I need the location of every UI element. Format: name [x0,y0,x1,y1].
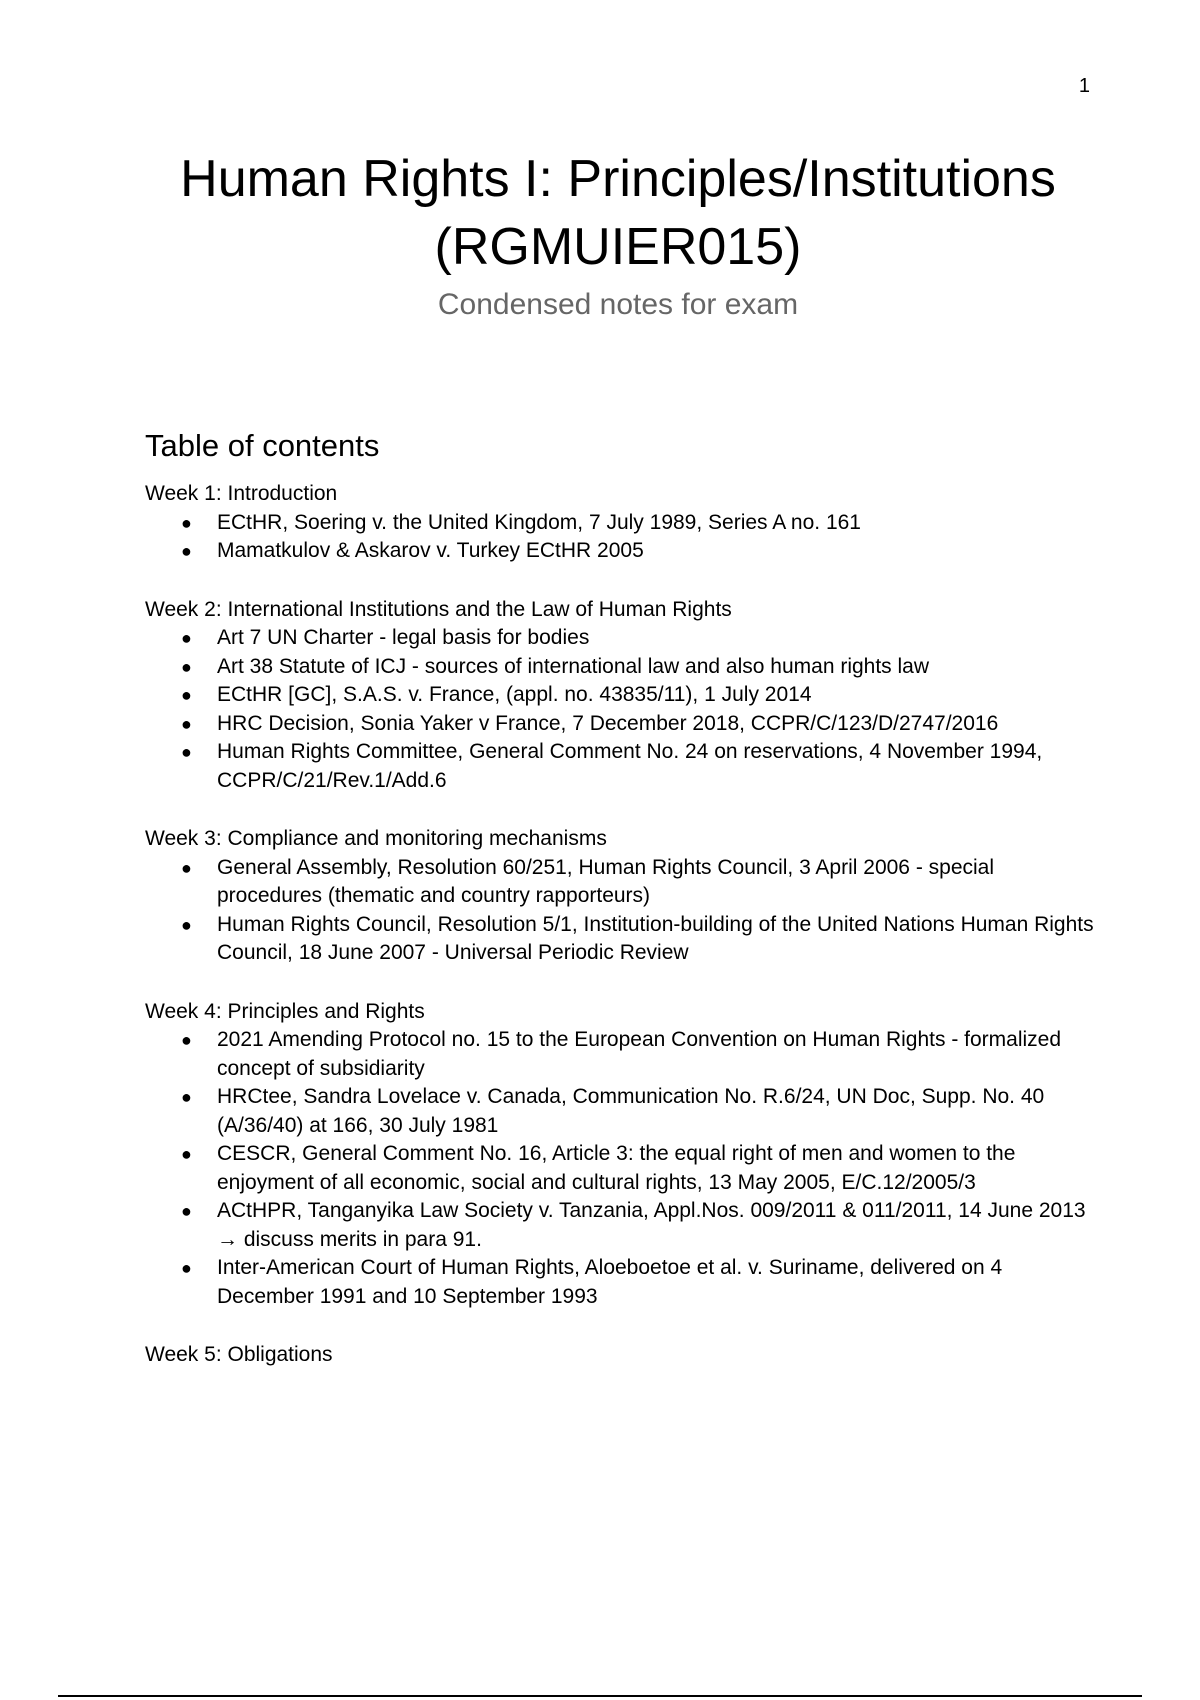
bullet-icon: ● [181,512,192,533]
toc-list-item [145,1254,1100,1311]
bullet-icon: ● [181,1030,192,1050]
toc-list-item [145,1140,1100,1197]
toc-week-list [145,1026,1100,1311]
bullet-icon: ● [181,1087,192,1107]
toc-item-text: Inter-American Court of Human Rights, Aloeboetoe et al. v. Suriname, delivered on 4 December 1991 and 10 September 1993 [217,1256,1003,1308]
bullet-icon: ● [181,541,192,561]
toc-list-item [145,681,1100,710]
bullet-icon: ● [181,742,192,762]
toc-item-text: Mamatkulov & Askarov v. Turkey ECtHR 2005 [217,539,644,562]
bullet-icon: ● [181,628,192,648]
toc-list-item [145,710,1100,739]
toc-week-section [145,596,1100,796]
toc-heading: Table of contents [145,428,380,463]
document-title: Human Rights I: Principles/Institutions (RGMUIER015) [180,150,1056,276]
bullet-icon: ● [181,656,192,677]
toc-item-text: ACtHPR, Tanganyika Law Society v. Tanzania, Appl.Nos. 009/2011 & 011/2011, 14 June 2013 → discuss merits in para 91. [217,1199,1086,1251]
bullet-icon: ● [181,713,192,734]
toc-item-text: Human Rights Council, Resolution 5/1, Institution-building of the United Nations Human Rights Council, 18 June 2007 - Universal Periodic Review [217,912,1094,964]
toc-item-text: CESCR, General Comment No. 16, Article 3: the equal right of men and women to the enjoyment of all economic, social and cultural rights, 13 May 2005, E/C.12/2005/3 [217,1142,1016,1194]
toc-item-text: ECtHR, Soering v. the United Kingdom, 7 July 1989, Series A no. 161 [217,510,861,534]
toc-week-title: Week 2: International Institutions and the Law of Human Rights [145,597,732,621]
toc-week-title: Week 3: Compliance and monitoring mechanisms [145,827,607,850]
toc-list-item [145,854,1100,911]
document-subtitle: Condensed notes for exam [437,288,799,321]
page-number: 1 [1078,75,1090,97]
toc-week-section [145,825,1100,968]
toc-list-item [145,1026,1100,1083]
bullet-icon: ● [181,1258,192,1278]
bullet-icon: ● [181,685,192,705]
toc-week-title: Week 4: Principles and Rights [145,999,425,1023]
toc-list-item [145,624,1100,653]
bullet-icon: ● [181,1201,192,1221]
bullet-icon: ● [181,857,192,878]
toc-list-item [145,738,1100,795]
toc-week-section [145,480,1100,566]
toc-week-list [145,624,1100,795]
toc-week-title: Week 1: Introduction [145,482,338,505]
toc-week-title: Week 5: Obligations [145,1343,333,1366]
toc-week-list [145,854,1100,968]
page-bottom-rule [58,1695,1142,1697]
toc-list-item [145,537,1100,566]
toc-list-item [145,509,1100,538]
toc-item-text: General Assembly, Resolution 60/251, Human Rights Council, 3 April 2006 - special procedures (thematic and country rapporteurs) [217,855,995,907]
toc-list-item [145,653,1100,682]
toc-item-text: Art 7 UN Charter - legal basis for bodies [217,626,590,649]
toc-list-item [145,1197,1100,1254]
toc-item-text: Human Rights Committee, General Comment No. 24 on reservations, 4 November 1994, CCPR/C/21/Rev.1/Add.6 [217,740,1043,792]
toc-week-section [145,998,1100,1312]
toc-list-item [145,1083,1100,1140]
toc-item-text: ECtHR [GC], S.A.S. v. France, (appl. no. 43835/11), 1 July 2014 [217,683,812,706]
toc-item-text: Art 38 Statute of ICJ - sources of international law and also human rights law [217,654,930,678]
toc-week-list [145,509,1100,566]
toc-item-text: HRC Decision, Sonia Yaker v France, 7 December 2018, CCPR/C/123/D/2747/2016 [217,711,999,735]
toc-item-text: HRCtee, Sandra Lovelace v. Canada, Communication No. R.6/24, UN Doc, Supp. No. 40 (A/36/40) at 166, 30 July 1981 [217,1085,1045,1137]
toc-week-section [145,1341,1100,1370]
toc-list-item [145,911,1100,968]
bullet-icon: ● [181,1144,192,1164]
bullet-icon: ● [181,914,192,935]
table-of-contents [145,480,1100,1400]
toc-item-text: 2021 Amending Protocol no. 15 to the European Convention on Human Rights - formalized concept of subsidiarity [217,1028,1062,1080]
